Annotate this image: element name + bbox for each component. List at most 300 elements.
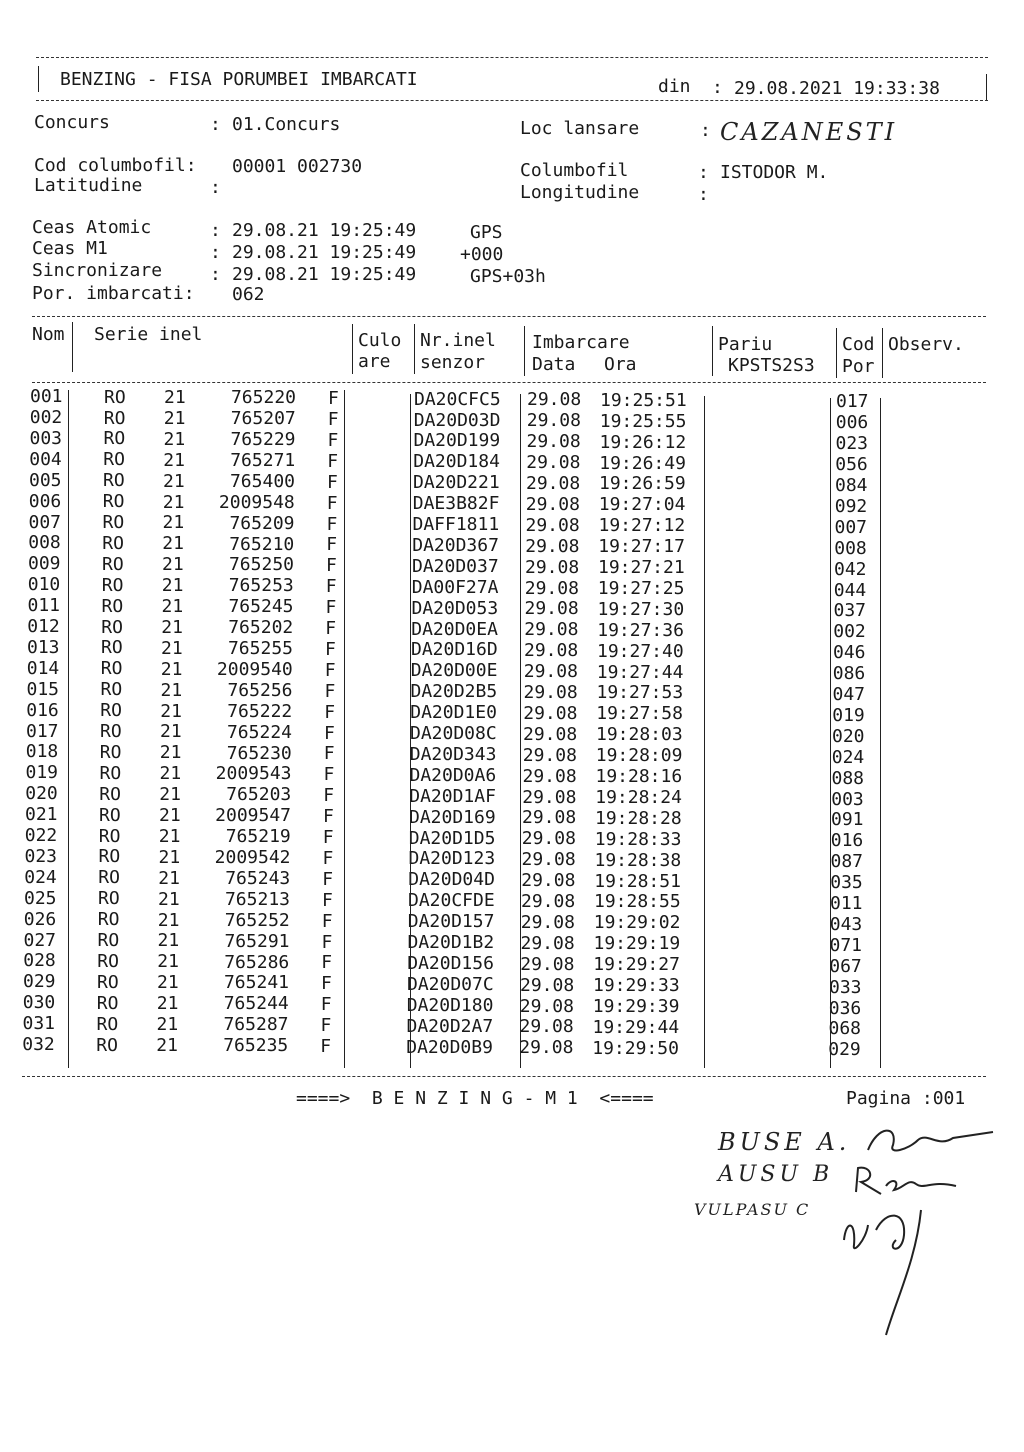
col-nom: Nom: [32, 324, 65, 345]
row-sex: F: [325, 638, 336, 660]
row-nom: 021: [25, 804, 58, 826]
row-country: RO: [102, 491, 125, 513]
row-sensor: DA20D2B5: [410, 681, 498, 703]
row-year: 21: [159, 784, 181, 806]
table-row: [0, 971, 1024, 998]
row-date: 29.08: [526, 431, 581, 453]
row-nom: 020: [25, 783, 58, 805]
row-nom: 008: [28, 532, 61, 554]
table-row: [0, 908, 1024, 935]
row-sensor: DA20D199: [413, 430, 501, 452]
row-sex: F: [323, 743, 335, 765]
row-nom: 010: [27, 574, 61, 596]
row-sensor: DA20D16D: [411, 639, 498, 661]
row-time: 19:28:28: [595, 807, 682, 829]
row-sensor: DA20D0EA: [411, 618, 498, 640]
row-sex: F: [320, 994, 332, 1016]
ceas-atomic-value: 29.08.21 19:25:49: [232, 220, 417, 241]
row-cod-por: 056: [835, 454, 868, 476]
row-year: 21: [157, 951, 179, 973]
footer-banner: ====> B E N Z I N G - M 1 <====: [296, 1088, 654, 1109]
table-row: [0, 574, 1024, 601]
row-cod-por: 035: [830, 872, 863, 894]
row-date: 29.08: [525, 493, 580, 515]
row-sex: F: [322, 889, 333, 911]
row-year: 21: [159, 763, 182, 785]
row-ring: 765291: [224, 930, 290, 952]
row-time: 19:25:51: [600, 389, 687, 411]
row-time: 19:29:27: [593, 954, 680, 976]
row-sensor: DA20D221: [413, 472, 500, 494]
signature-name-1: BUSE A.: [718, 1128, 851, 1156]
row-sensor: DA20D1E0: [410, 702, 497, 724]
row-sex: F: [325, 597, 337, 619]
sincronizare-colon: :: [210, 264, 221, 285]
row-sensor: DA20CFDE: [408, 890, 495, 912]
row-year: 21: [156, 1034, 178, 1056]
row-date: 29.08: [526, 473, 581, 495]
row-time: 19:27:04: [598, 494, 686, 516]
row-nom: 017: [26, 720, 59, 742]
row-nom: 014: [26, 657, 60, 679]
row-nom: 016: [26, 699, 59, 721]
row-time: 19:28:38: [594, 849, 682, 871]
row-sensor: DA20D157: [407, 911, 495, 933]
row-sex: F: [321, 931, 333, 953]
row-cod-por: 088: [831, 767, 865, 789]
row-year: 21: [157, 930, 180, 952]
row-ring: 765400: [229, 470, 295, 492]
row-sex: F: [326, 555, 337, 577]
row-nom: 028: [23, 950, 56, 972]
row-country: RO: [98, 867, 120, 889]
row-country: RO: [97, 930, 120, 952]
row-time: 19:27:36: [597, 619, 684, 641]
row-cod-por: 016: [830, 830, 864, 852]
row-cod-por: 091: [831, 809, 864, 831]
row-sex: F: [323, 785, 335, 807]
longitudine-label: Longitudine: [520, 182, 640, 203]
row-year: 21: [160, 658, 183, 680]
row-sensor: DA20D0A6: [409, 764, 497, 786]
row-year: 21: [162, 491, 185, 513]
table-row: [0, 825, 1024, 852]
col-serie-inel: Serie inel: [94, 324, 203, 345]
row-sex: F: [326, 492, 338, 514]
row-nom: 022: [24, 825, 58, 847]
row-nom: 003: [29, 427, 63, 449]
table-row: [0, 490, 1024, 517]
loc-lansare-value: CAZANESTI: [720, 118, 898, 146]
row-time: 19:28:24: [595, 786, 682, 808]
row-country: RO: [103, 407, 126, 429]
row-sensor: DA20D180: [406, 994, 494, 1016]
row-sex: F: [326, 513, 338, 535]
latitudine-label: Latitudine: [34, 175, 143, 196]
row-year: 21: [163, 470, 185, 492]
col-cod-1: Cod: [842, 334, 875, 355]
row-year: 21: [161, 575, 184, 597]
row-ring: 765202: [228, 617, 294, 639]
row-ring: 765243: [225, 867, 291, 889]
col-cod-2: Por: [842, 356, 875, 377]
row-ring: 765256: [227, 679, 293, 701]
col-imbarcare-ora: Ora: [604, 354, 637, 375]
row-sex: F: [321, 952, 333, 974]
table-row: [0, 950, 1024, 977]
col-imbarcare-data: Data: [532, 354, 576, 375]
row-date: 29.08: [519, 1016, 574, 1038]
columbofil-colon: :: [698, 162, 709, 183]
row-sex: F: [324, 659, 336, 681]
row-year: 21: [156, 1014, 179, 1036]
row-date: 29.08: [527, 389, 582, 411]
table-row: [0, 741, 1024, 768]
row-nom: 030: [22, 992, 56, 1014]
table-row: [0, 845, 1024, 873]
row-country: RO: [101, 595, 124, 617]
row-cod-por: 071: [829, 934, 863, 956]
row-sensor: DA00F27A: [411, 576, 499, 598]
table-row: [0, 469, 1024, 497]
row-date: 29.08: [523, 661, 578, 683]
col-culoare-2: are: [358, 351, 391, 372]
row-nom: 027: [23, 929, 57, 951]
sincronizare-label: Sincronizare: [32, 260, 163, 281]
row-year: 21: [162, 512, 185, 534]
col-nr-inel-1: Nr.inel: [420, 330, 496, 351]
row-ring: 765203: [226, 784, 292, 806]
table-row: [0, 678, 1024, 706]
row-ring: 765222: [227, 700, 293, 722]
ceas-atomic-label: Ceas Atomic: [32, 217, 152, 238]
row-sex: F: [320, 1015, 332, 1037]
row-ring: 765255: [227, 638, 293, 660]
concurs-label: Concurs: [34, 112, 110, 133]
row-year: 21: [157, 909, 180, 931]
row-time: 19:27:21: [598, 557, 685, 579]
row-date: 29.08: [519, 995, 574, 1017]
row-time: 19:29:44: [592, 1016, 680, 1038]
table-row: [0, 427, 1024, 455]
row-country: RO: [99, 741, 122, 763]
row-ring: 2009542: [214, 847, 291, 869]
table-row: [0, 448, 1024, 476]
row-ring: 765241: [223, 972, 289, 994]
row-sex: F: [323, 806, 334, 828]
row-sensor: DA20D1AF: [409, 785, 496, 807]
col-pariu-codes: KPSTS2S3: [728, 355, 815, 376]
print-date: 29.08.2021 19:33:38: [734, 78, 940, 99]
row-time: 19:26:49: [599, 452, 686, 474]
row-date: 29.08: [521, 870, 576, 892]
row-ring: 2009547: [215, 805, 291, 827]
row-ring: 765224: [226, 721, 292, 743]
row-date: 29.08: [525, 514, 580, 536]
row-time: 19:29:02: [593, 912, 681, 934]
row-country: RO: [98, 888, 120, 910]
row-country: RO: [97, 909, 120, 931]
row-nom: 013: [27, 636, 60, 658]
row-sensor: DA20D053: [411, 597, 499, 619]
row-ring: 2009543: [215, 763, 292, 785]
row-year: 21: [159, 742, 182, 764]
row-time: 19:27:58: [596, 703, 683, 725]
row-ring: 765271: [230, 449, 296, 471]
row-country: RO: [98, 825, 121, 847]
row-country: RO: [99, 783, 121, 805]
row-year: 21: [164, 387, 186, 409]
table-row: [0, 511, 1024, 538]
row-country: RO: [98, 846, 121, 868]
row-cod-por: 037: [833, 600, 867, 622]
row-country: RO: [100, 721, 122, 743]
row-cod-por: 033: [829, 976, 862, 998]
row-country: RO: [103, 449, 125, 471]
row-time: 19:26:59: [599, 473, 686, 495]
row-nom: 018: [25, 741, 59, 763]
row-country: RO: [102, 553, 124, 575]
row-ring: 765244: [223, 993, 289, 1015]
signature-name-2: AUSU B: [718, 1162, 834, 1187]
longitudine-colon: :: [698, 184, 709, 205]
row-sensor: DA20D367: [412, 534, 499, 556]
row-sex: F: [320, 1036, 332, 1058]
date-colon: :: [712, 77, 723, 98]
row-cod-por: 047: [832, 684, 866, 706]
row-cod-por: 084: [835, 475, 868, 497]
row-year: 21: [163, 407, 186, 429]
row-sex: F: [322, 827, 334, 849]
row-country: RO: [102, 512, 125, 534]
col-observatii: Observ.: [888, 334, 964, 355]
col-pariu: Pariu: [718, 334, 773, 355]
row-sensor: DA20D1B2: [407, 932, 495, 954]
row-cod-por: 017: [836, 391, 869, 413]
row-country: RO: [101, 637, 123, 659]
row-sex: F: [324, 701, 336, 723]
row-nom: 031: [22, 1013, 56, 1035]
row-country: RO: [97, 971, 119, 993]
signature-name-3: VULPASU C: [694, 1200, 811, 1219]
body-sep-pariu: [704, 396, 705, 1068]
page-number: Pagina :001: [846, 1088, 966, 1109]
row-nom: 025: [24, 887, 57, 909]
row-year: 21: [161, 596, 184, 618]
row-cod-por: 002: [833, 621, 866, 643]
row-country: RO: [102, 532, 124, 554]
table-row: [0, 804, 1024, 831]
row-cod-por: 044: [833, 579, 867, 601]
row-nom: 015: [26, 678, 60, 700]
row-sex: F: [323, 764, 335, 786]
porumbei-imbarcati-value: 062: [232, 284, 265, 305]
ceas-m1-value: 29.08.21 19:25:49: [232, 242, 417, 263]
cod-columbofil-label: Cod columbofil:: [34, 155, 197, 176]
table-row: [0, 636, 1024, 664]
row-country: RO: [96, 992, 119, 1014]
row-country: RO: [103, 428, 126, 450]
row-sex: F: [322, 868, 334, 890]
cod-columbofil-value: 00001 002730: [232, 156, 363, 177]
ceas-m1-offset: +000: [460, 244, 504, 265]
loc-lansare-colon: :: [700, 120, 711, 141]
ceas-atomic-source: GPS: [470, 222, 503, 243]
table-row: [0, 616, 1024, 643]
table-row: [0, 866, 1024, 894]
row-nom: 029: [23, 971, 56, 993]
row-time: 19:25:55: [599, 410, 687, 432]
row-cod-por: 067: [829, 955, 862, 977]
row-sensor: DA20D2A7: [406, 1015, 494, 1037]
row-year: 21: [163, 428, 186, 450]
row-ring: 2009548: [218, 491, 295, 513]
table-row: [0, 762, 1024, 789]
row-ring: 765213: [224, 888, 290, 910]
row-ring: 765209: [229, 512, 295, 534]
row-time: 19:29:19: [593, 933, 681, 955]
concurs-value: 01.Concurs: [232, 114, 341, 135]
row-date: 29.08: [520, 974, 575, 996]
row-ring: 765229: [230, 429, 296, 451]
table-row: [0, 783, 1024, 810]
row-sensor: DA20D00E: [410, 660, 498, 682]
row-time: 19:27:12: [598, 515, 686, 537]
row-year: 21: [159, 805, 181, 827]
row-date: 29.08: [526, 452, 581, 474]
row-sensor: DA20D0B9: [406, 1036, 493, 1058]
row-cod-por: 008: [834, 537, 867, 559]
row-ring: 765287: [223, 1014, 289, 1036]
row-country: RO: [100, 700, 122, 722]
row-sex: F: [322, 847, 334, 869]
row-time: 19:27:30: [597, 598, 685, 620]
row-sex: F: [324, 722, 335, 744]
row-cod-por: 042: [834, 558, 867, 580]
row-country: RO: [100, 658, 123, 680]
row-date: 29.08: [524, 598, 579, 620]
row-sensor: DA20D07C: [407, 973, 494, 995]
row-date: 29.08: [525, 556, 580, 578]
body-sep-culo: [344, 390, 345, 1068]
row-cod-por: 011: [830, 893, 863, 915]
porumbei-imbarcati-label: Por. imbarcati:: [32, 283, 195, 304]
row-time: 19:26:12: [599, 431, 687, 453]
row-date: 29.08: [520, 932, 575, 954]
row-country: RO: [104, 386, 126, 408]
ceas-atomic-colon: :: [210, 220, 221, 241]
row-year: 21: [161, 637, 183, 659]
table-row: [0, 1034, 1024, 1061]
page-title: BENZING - FISA PORUMBEI IMBARCATI: [60, 69, 418, 90]
row-year: 21: [160, 721, 182, 743]
row-sensor: DA20D08C: [410, 723, 497, 745]
row-time: 19:28:33: [594, 828, 682, 850]
row-ring: 765250: [228, 554, 294, 576]
latitudine-colon: :: [210, 177, 221, 198]
columbofil-value: ISTODOR M.: [720, 162, 829, 183]
col-imbarcare: Imbarcare: [532, 332, 630, 353]
row-sensor: DA20D03D: [413, 409, 501, 431]
row-country: RO: [97, 950, 119, 972]
row-date: 29.08: [519, 1037, 574, 1059]
row-date: 29.08: [520, 911, 575, 933]
row-date: 29.08: [520, 953, 575, 975]
row-sex: F: [327, 471, 338, 493]
row-ring: 765252: [224, 909, 290, 931]
row-time: 19:28:55: [594, 891, 681, 913]
row-sensor: DAE3B82F: [412, 493, 500, 515]
row-sex: F: [326, 534, 338, 556]
row-time: 19:28:03: [596, 724, 683, 746]
body-sep-obs: [880, 398, 881, 1068]
row-country: RO: [101, 616, 123, 638]
row-cod-por: 087: [830, 851, 864, 873]
row-nom: 011: [27, 595, 61, 617]
table-row: [0, 887, 1024, 915]
row-date: 29.08: [525, 535, 580, 557]
row-cod-por: 046: [833, 642, 866, 664]
row-year: 21: [158, 888, 180, 910]
row-country: RO: [99, 804, 121, 826]
row-cod-por: 020: [832, 725, 865, 747]
row-year: 21: [158, 846, 181, 868]
row-cod-por: 092: [834, 495, 868, 517]
body-sep-imb: [520, 394, 521, 1068]
table-row: [0, 532, 1024, 559]
row-cod-por: 024: [831, 746, 865, 768]
row-nom: 019: [25, 762, 59, 784]
sincronizare-value: 29.08.21 19:25:49: [232, 264, 417, 285]
row-time: 19:27:17: [598, 536, 685, 558]
table-row: [0, 595, 1024, 622]
row-sensor: DA20D169: [409, 806, 496, 828]
row-year: 21: [163, 449, 185, 471]
row-country: RO: [99, 762, 122, 784]
table-row: [0, 407, 1024, 434]
row-time: 19:28:51: [594, 870, 681, 892]
row-nom: 007: [28, 511, 62, 533]
row-ring: 765219: [225, 826, 291, 848]
row-cod-por: 068: [828, 1018, 862, 1040]
row-date: 29.08: [524, 619, 579, 641]
row-sensor: DA20D156: [407, 952, 494, 974]
signature-scribble-1: [858, 1120, 998, 1160]
row-year: 21: [161, 616, 183, 638]
table-row: [0, 992, 1024, 1019]
row-time: 19:27:53: [596, 682, 684, 704]
row-sex: F: [324, 680, 336, 702]
row-country: RO: [96, 1013, 119, 1035]
row-nom: 023: [24, 845, 58, 867]
row-time: 19:28:09: [595, 745, 683, 767]
row-ring: 765230: [226, 742, 292, 764]
table-row: [0, 657, 1024, 685]
columbofil-label: Columbofil: [520, 160, 629, 181]
table-row: [0, 929, 1024, 956]
row-sensor: DA20CFC5: [414, 388, 501, 410]
row-nom: 026: [23, 908, 57, 930]
row-sex: F: [327, 450, 339, 472]
row-nom: 012: [27, 616, 60, 638]
row-sex: F: [325, 618, 337, 640]
row-time: 19:29:50: [592, 1037, 679, 1059]
row-date: 29.08: [526, 410, 581, 432]
concurs-value-colon: :: [210, 114, 221, 135]
row-sensor: DA20D343: [409, 743, 497, 765]
row-date: 29.08: [521, 828, 576, 850]
row-country: RO: [101, 574, 124, 596]
